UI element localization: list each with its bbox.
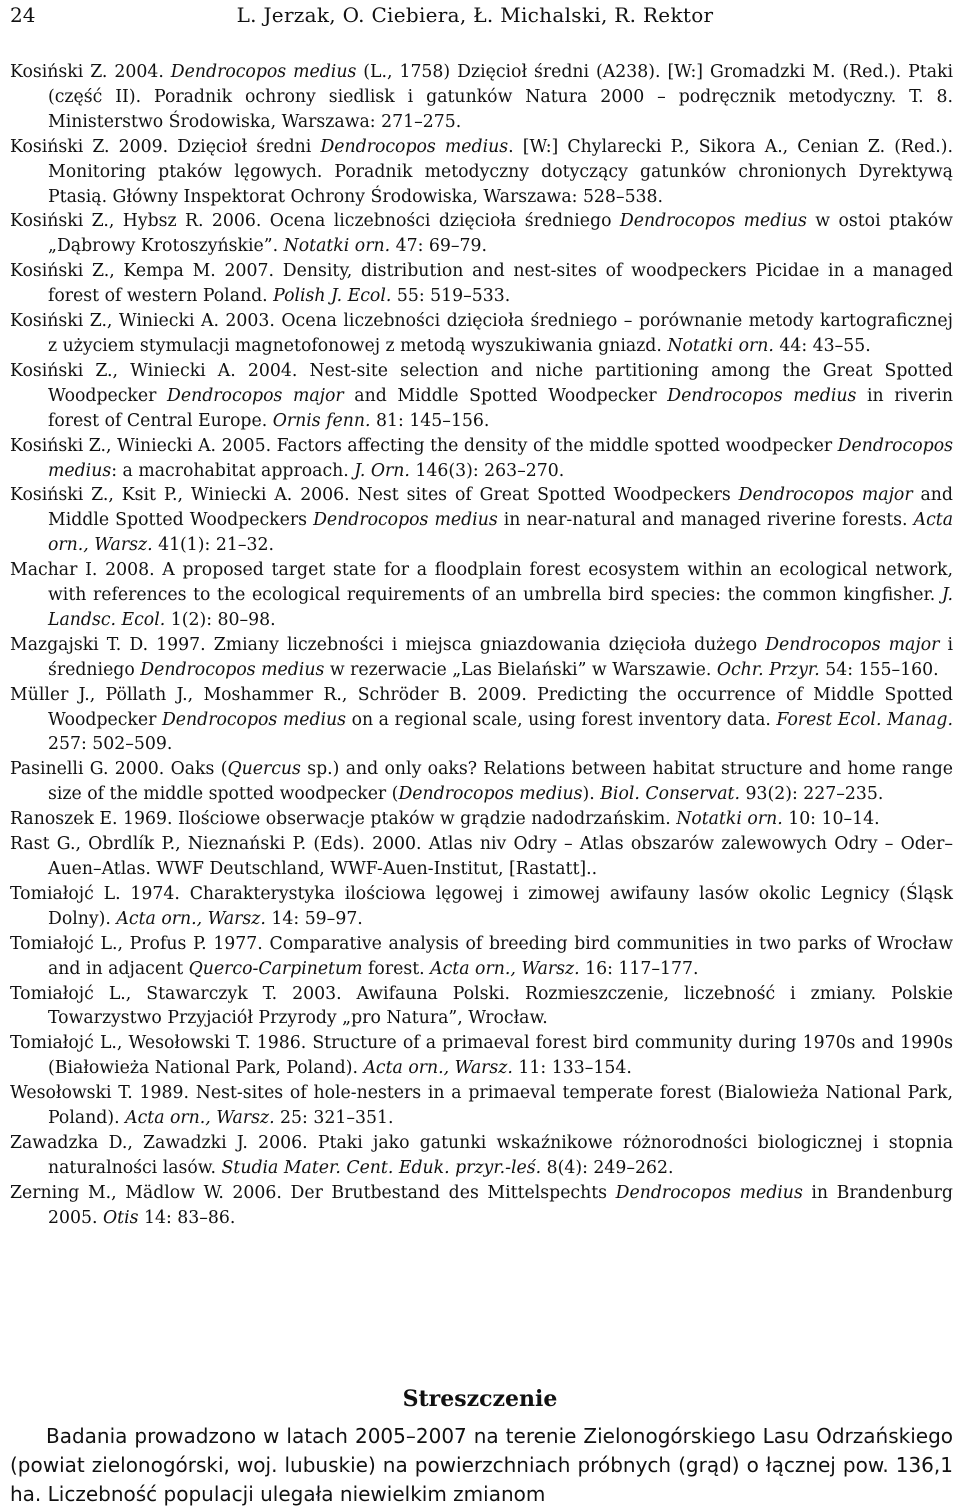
reference-text: Kosiński Z., Winiecki A. 2003. Ocena liczebności dzięcioła średniego – porównanie metody kartograficznej z użyciem stymulacji magnetofonowej z metodą wyszukiwania gniazd. bbox=[10, 311, 953, 356]
reference-text: Wesołowski T. 1989. Nest-sites of hole-nesters in a primaeval temperate forest (Bialowieża National Park, Poland). bbox=[10, 1083, 953, 1129]
reference-text: Müller J., Pöllath J., Moshammer R., Schröder B. 2009. Predicting the occurrence of Middle Spotted Woodpecker bbox=[10, 684, 953, 730]
reference-entry bbox=[10, 209, 953, 259]
reference-entry bbox=[10, 982, 953, 1032]
reference-text: ). bbox=[582, 784, 601, 805]
reference-text: 146(3): 263–270. bbox=[409, 460, 565, 481]
reference-entry bbox=[10, 1181, 953, 1231]
summary-heading: Streszczenie bbox=[402, 1386, 558, 1412]
reference-text: 44: 43–55. bbox=[773, 335, 871, 356]
reference-entry bbox=[10, 1081, 953, 1131]
reference-entry bbox=[10, 807, 953, 832]
reference-entry bbox=[10, 259, 953, 309]
reference-italic-text: Forest Ecol. Manag. bbox=[776, 709, 953, 730]
reference-text: on a regional scale, using forest inventory data. bbox=[346, 709, 777, 730]
reference-italic-text: Dendrocopos medius bbox=[140, 659, 325, 680]
reference-text: i średniego bbox=[48, 634, 953, 680]
reference-text: Kosiński Z., Winiecki A. 2005. Factors affecting the density of the middle spotted woodpecker bbox=[10, 435, 838, 456]
reference-entry bbox=[10, 683, 953, 758]
reference-italic-text: Dendrocopos major bbox=[738, 485, 913, 506]
reference-text: Kosiński Z. 2004. bbox=[10, 62, 171, 82]
reference-text: 257: 502–509. bbox=[48, 734, 173, 755]
reference-text: Tomiałojć L., Profus P. 1977. Comparative analysis of breeding bird communities in two parks of Wrocław and in adjacent bbox=[10, 933, 953, 979]
running-header-authors: L. Jerzak, O. Ciebiera, Ł. Michalski, R. Rektor bbox=[236, 3, 714, 27]
reference-text: 8(4): 249–262. bbox=[541, 1157, 674, 1178]
reference-text: w ostoi ptaków „Dąbrowy Krotoszyńskie”. bbox=[48, 211, 953, 257]
reference-text: Kosiński Z., Kempa M. 2007. Density, distribution and nest-sites of woodpeckers Picidae in a managed forest of western Poland. bbox=[10, 261, 953, 307]
reference-entry bbox=[10, 832, 953, 882]
reference-entry bbox=[10, 757, 953, 807]
reference-text: (L., 1758) Dzięcioł średni (A238). [W:] Gromadzki M. (Red.). Ptaki (część II). Poradnik ochrony siedlisk i gatunków Natura 2000 – podręcznik metodyczny. T. 8. Ministerstwo Środowiska, Warszawa: 271–275. bbox=[48, 62, 953, 132]
reference-text: in near-natural and managed riverine forests. bbox=[497, 510, 914, 531]
reference-italic-text: Ornis fenn. bbox=[272, 410, 371, 431]
reference-entry bbox=[10, 633, 953, 683]
reference-text: Zerning M., Mädlow W. 2006. Der Brutbestand des Mittelspechts bbox=[10, 1182, 616, 1203]
reference-italic-text: Dendrocopos medius bbox=[313, 510, 498, 531]
reference-entry bbox=[10, 1031, 953, 1081]
reference-text: sp.) and only oaks? Relations between habitat structure and home range size of the middle spotted woodpecker ( bbox=[48, 759, 953, 805]
reference-text: Kosiński Z., Ksit P., Winiecki A. 2006. Nest sites of Great Spotted Woodpeckers bbox=[10, 485, 739, 506]
reference-text: : a macrohabitat approach. bbox=[111, 460, 355, 481]
reference-italic-text: Dendrocopos medius bbox=[170, 62, 357, 82]
summary-paragraph: Badania prowadzono w latach 2005–2007 na terenie Zielonogórskiego Lasu Odrzańskiego (powiat zielonogórski, woj. lubuskie) na powierzchniach próbnych (grąd) o łącznej pow. 136,1 ha. Liczebność populacji ulegała niewielkim zmianom bbox=[10, 1424, 953, 1506]
reference-italic-text: Dendrocopos major bbox=[765, 634, 940, 655]
reference-text: forest. bbox=[362, 958, 431, 979]
reference-text: 11: 133–154. bbox=[512, 1058, 632, 1079]
reference-italic-text: Acta orn., Warsz. bbox=[116, 908, 266, 929]
reference-italic-text: Acta orn., Warsz. bbox=[125, 1108, 275, 1129]
reference-text: Kosiński Z., Winiecki A. 2004. Nest-site selection and niche partitioning among the Great Spotted Woodpecker bbox=[10, 360, 953, 406]
reference-text: Ranoszek E. 1969. Ilościowe obserwacje ptaków w grądzie nadodrzańskim. bbox=[10, 809, 677, 830]
reference-text: . [W:] Chylarecki P., Sikora A., Cenian Z. (Red.). Monitoring ptaków lęgowych. Poradnik metodyczny dotyczący gatunków chronionych Dyrektywą Ptasią. Główny Inspektorat Ochrony Środowiska, Warszawa: 528–538. bbox=[48, 136, 953, 207]
reference-italic-text: Notatki orn. bbox=[283, 236, 391, 257]
reference-italic-text: Acta orn., Warsz. bbox=[48, 510, 953, 556]
reference-italic-text: Dendrocopos major bbox=[167, 385, 344, 406]
reference-text: Mazgajski T. D. 1997. Zmiany liczebności i miejsca gniazdowania dzięcioła dużego bbox=[10, 634, 766, 655]
reference-text: Tomiałojć L. 1974. Charakterystyka ilościowa lęgowej i zimowej awifauny lasów okolic Legnicy (Śląsk Dolny). bbox=[10, 883, 953, 929]
reference-entry bbox=[10, 932, 953, 982]
reference-entry bbox=[10, 483, 953, 558]
reference-text: Pasinelli G. 2000. Oaks ( bbox=[10, 759, 228, 780]
reference-text: 1(2): 80–98. bbox=[165, 609, 276, 630]
reference-entry bbox=[10, 882, 953, 932]
reference-italic-text: Otis bbox=[102, 1207, 139, 1228]
reference-text: Tomiałojć L., Wesołowski T. 1986. Structure of a primaeval forest bird community during 1970s and 1990s (Białowieża National Park, Poland). bbox=[10, 1033, 953, 1079]
reference-text: in riverin forest of Central Europe. bbox=[48, 385, 953, 431]
reference-entry bbox=[10, 1131, 953, 1181]
reference-list bbox=[10, 60, 953, 1231]
reference-entry bbox=[10, 135, 953, 210]
reference-text: Kosiński Z., Hybsz R. 2006. Ocena liczebności dzięcioła średniego bbox=[10, 211, 620, 232]
reference-text: Rast G., Obrdlík P., Nieznański P. (Eds). 2000. Atlas niv Odry – Atlas obszarów zalewowych Odry – Oder–Auen–Atlas. WWF Deutschland, WWF-Auen-Institut, [Rastatt].. bbox=[10, 834, 953, 879]
reference-text: 14: 83–86. bbox=[138, 1207, 236, 1228]
reference-entry bbox=[10, 434, 953, 484]
reference-text: Tomiałojć L., Stawarczyk T. 2003. Awifauna Polski. Rozmieszczenie, liczebność i zmiany. Polskie Towarzystwo Przyjaciół Przyrody „pro Natura”, Wrocław. bbox=[10, 983, 953, 1029]
reference-italic-text: Ochr. Przyr. bbox=[716, 659, 820, 680]
reference-italic-text: Notatki orn. bbox=[667, 335, 774, 356]
reference-italic-text: Dendrocopos medius bbox=[48, 435, 953, 481]
reference-text: 10: 10–14. bbox=[782, 809, 880, 830]
reference-text: 14: 59–97. bbox=[265, 908, 363, 929]
reference-italic-text: Polish J. Ecol. bbox=[273, 286, 392, 307]
reference-italic-text: J. Orn. bbox=[354, 460, 410, 481]
reference-italic-text: Dendrocopos medius bbox=[161, 709, 347, 730]
reference-entry bbox=[10, 359, 953, 434]
reference-italic-text: Studia Mater. Cent. Eduk. przyr.-leś. bbox=[221, 1157, 542, 1178]
reference-text: and Middle Spotted Woodpecker bbox=[343, 385, 668, 406]
reference-italic-text: Dendrocopos medius bbox=[615, 1182, 803, 1203]
reference-text: in Brandenburg 2005. bbox=[48, 1182, 953, 1228]
reference-italic-text: Dendrocopos medius bbox=[320, 136, 509, 157]
reference-italic-text: Acta orn., Warsz. bbox=[430, 958, 580, 979]
reference-italic-text: Acta orn., Warsz. bbox=[363, 1058, 513, 1079]
reference-italic-text: Dendrocopos medius bbox=[667, 385, 857, 406]
reference-italic-text: Querco-Carpinetum bbox=[188, 958, 363, 979]
reference-entry bbox=[10, 309, 953, 359]
reference-text: 25: 321–351. bbox=[274, 1108, 394, 1129]
reference-text: 55: 519–533. bbox=[391, 286, 511, 307]
running-header bbox=[10, 0, 950, 30]
reference-text: Machar I. 2008. A proposed target state for a floodplain forest ecosystem within an ecological network, with references to the ecological requirements of an umbrella bird species: the common kingfisher. bbox=[10, 560, 953, 606]
reference-italic-text: Dendrocopos medius bbox=[619, 211, 807, 232]
reference-text: w rezerwacie „Las Bielański” w Warszawie. bbox=[324, 659, 717, 680]
reference-italic-text: J. Landsc. Ecol. bbox=[48, 585, 953, 630]
reference-text: 81: 145–156. bbox=[370, 410, 490, 431]
reference-text: 47: 69–79. bbox=[390, 236, 488, 257]
reference-text: 16: 117–177. bbox=[579, 958, 699, 979]
reference-text: Kosiński Z. 2009. Dzięcioł średni bbox=[10, 136, 321, 157]
reference-text: 54: 155–160. bbox=[819, 659, 939, 680]
reference-italic-text: Notatki orn. bbox=[676, 809, 783, 830]
reference-text: 41(1): 21–32. bbox=[152, 535, 274, 556]
reference-italic-text: Biol. Conservat. bbox=[600, 784, 740, 805]
reference-italic-text: Dendrocopos medius bbox=[398, 784, 583, 805]
reference-entry bbox=[10, 558, 953, 633]
reference-entry bbox=[10, 60, 953, 135]
reference-text: 93(2): 227–235. bbox=[740, 784, 884, 805]
reference-italic-text: Quercus bbox=[227, 759, 301, 780]
reference-text: and Middle Spotted Woodpeckers bbox=[48, 485, 953, 531]
reference-text: Zawadzka D., Zawadzki J. 2006. Ptaki jako gatunki wskaźnikowe różnorodności biologicznej i stopnia naturalności lasów. bbox=[10, 1132, 953, 1178]
page-number: 24 bbox=[10, 3, 36, 27]
